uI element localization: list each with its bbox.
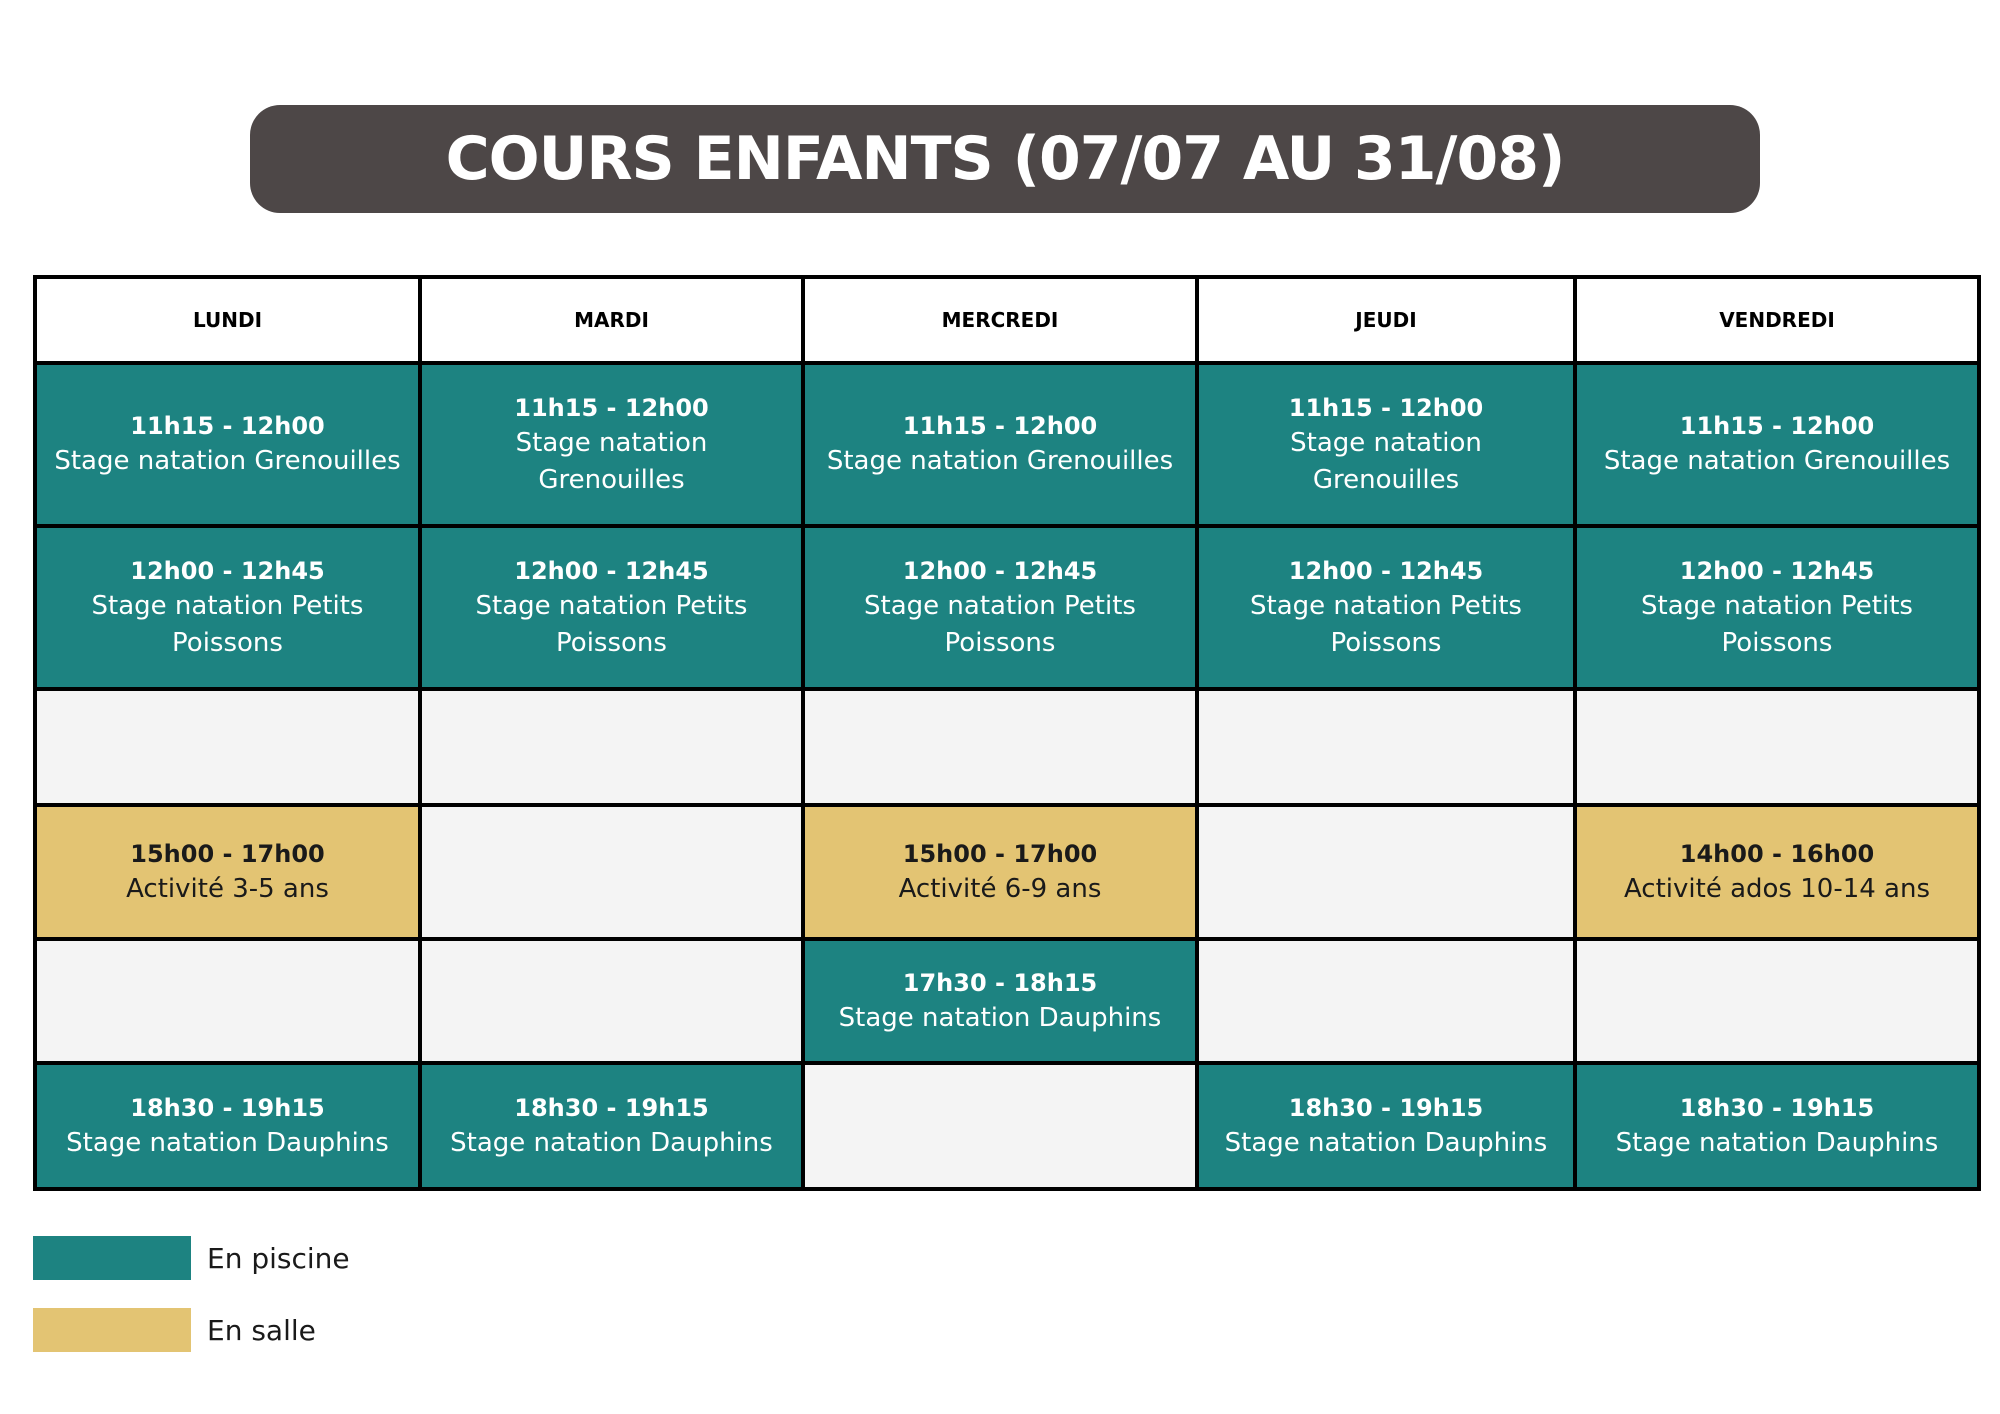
cell-label: Stage natation Petits Poissons — [91, 590, 364, 658]
cell-time: 14h00 - 16h00 — [1679, 839, 1875, 868]
table-row — [35, 689, 1979, 805]
empty-cell — [1575, 939, 1979, 1063]
cell-label: Stage natation Petits Poissons — [475, 590, 748, 658]
schedule-cell — [1575, 363, 1979, 526]
empty-cell — [420, 939, 803, 1063]
schedule-cell — [803, 526, 1197, 689]
schedule-cell — [1197, 363, 1575, 526]
cell-time: 18h30 - 19h15 — [130, 1093, 325, 1122]
cell-label: Stage natation Grenouilles — [826, 446, 1174, 476]
empty-cell — [803, 1063, 1197, 1189]
empty-cell — [35, 939, 420, 1063]
cell-time: 11h15 - 12h00 — [902, 412, 1098, 440]
table-row — [35, 805, 1979, 939]
cell-label: Stage natation Dauphins — [1224, 1127, 1548, 1158]
empty-cell — [35, 689, 420, 805]
cell-time: 15h00 - 17h00 — [130, 839, 325, 868]
legend-label-pool: En piscine — [207, 1241, 350, 1275]
table-row — [35, 1063, 1979, 1189]
table-row — [35, 363, 1979, 526]
cell-time: 12h00 - 12h45 — [1288, 556, 1484, 585]
cell-label: Stage natation Grenouilles — [1603, 446, 1951, 476]
cell-label: Stage natation Petits Poissons — [864, 590, 1136, 658]
schedule-cell — [420, 363, 803, 526]
schedule-cell — [420, 1063, 803, 1189]
cell-label: Stage natation Dauphins — [838, 1002, 1162, 1033]
cell-label: Activité 3-5 ans — [126, 873, 329, 904]
cell-label: Stage natation Grenouilles — [54, 446, 401, 476]
cell-label: Stage natation Dauphins — [1615, 1127, 1939, 1158]
schedule-cell — [1575, 526, 1979, 689]
legend-label-room: En salle — [207, 1313, 316, 1347]
schedule-cell — [1575, 805, 1979, 939]
empty-cell — [1197, 689, 1575, 805]
cell-label: Stage natation Dauphins — [66, 1127, 389, 1158]
cell-time: 11h15 - 12h00 — [1679, 412, 1875, 440]
cell-label: Activité ados 10-14 ans — [1623, 873, 1931, 904]
cell-label: Stage natation Dauphins — [450, 1127, 773, 1158]
schedule-cell — [35, 363, 420, 526]
schedule-cell — [803, 363, 1197, 526]
cell-time: 12h00 - 12h45 — [130, 556, 325, 585]
cell-time: 17h30 - 18h15 — [902, 968, 1098, 997]
cell-label: Stage natation Grenouilles — [515, 427, 708, 495]
day-header-lundi: LUNDI — [35, 277, 420, 363]
cell-label: Stage natation Petits Poissons — [1641, 590, 1913, 658]
cell-time: 15h00 - 17h00 — [902, 839, 1098, 868]
empty-cell — [420, 689, 803, 805]
day-header-mercredi: MERCREDI — [803, 277, 1197, 363]
cell-time: 11h15 - 12h00 — [1288, 393, 1484, 422]
schedule-cell — [35, 1063, 420, 1189]
cell-label: Stage natation Petits Poissons — [1250, 590, 1522, 658]
day-header-jeudi: JEUDI — [1197, 277, 1575, 363]
schedule-cell — [35, 805, 420, 939]
day-header-vendredi: VENDREDI — [1575, 277, 1979, 363]
cell-label: Stage natation Grenouilles — [1290, 427, 1482, 495]
cell-time: 18h30 - 19h15 — [1679, 1093, 1875, 1122]
empty-cell — [803, 689, 1197, 805]
table-row — [35, 526, 1979, 689]
schedule-cell — [803, 939, 1197, 1063]
schedule-table — [33, 275, 1981, 1191]
cell-time: 12h00 - 12h45 — [902, 556, 1098, 585]
legend-swatch-room — [33, 1308, 191, 1352]
legend-item-room — [33, 1308, 316, 1352]
cell-label: Activité 6-9 ans — [898, 873, 1102, 904]
schedule-cell — [35, 526, 420, 689]
title-banner — [250, 105, 1760, 213]
cell-time: 18h30 - 19h15 — [1288, 1093, 1484, 1122]
empty-cell — [420, 805, 803, 939]
cell-time: 11h15 - 12h00 — [514, 393, 709, 422]
page-title: COURS ENFANTS (07/07 AU 31/08) — [445, 124, 1565, 194]
empty-cell — [1197, 939, 1575, 1063]
schedule-cell — [1575, 1063, 1979, 1189]
cell-time: 12h00 - 12h45 — [1679, 556, 1875, 585]
day-header-mardi: MARDI — [420, 277, 803, 363]
schedule-cell — [803, 805, 1197, 939]
legend-swatch-pool — [33, 1236, 191, 1280]
empty-cell — [1575, 689, 1979, 805]
schedule-cell — [420, 526, 803, 689]
header-row — [35, 277, 1979, 363]
schedule-cell — [1197, 526, 1575, 689]
cell-time: 18h30 - 19h15 — [514, 1093, 709, 1122]
cell-time: 11h15 - 12h00 — [130, 412, 325, 440]
empty-cell — [1197, 805, 1575, 939]
legend-item-pool — [33, 1236, 350, 1280]
cell-time: 12h00 - 12h45 — [514, 556, 709, 585]
table-row — [35, 939, 1979, 1063]
schedule-cell — [1197, 1063, 1575, 1189]
